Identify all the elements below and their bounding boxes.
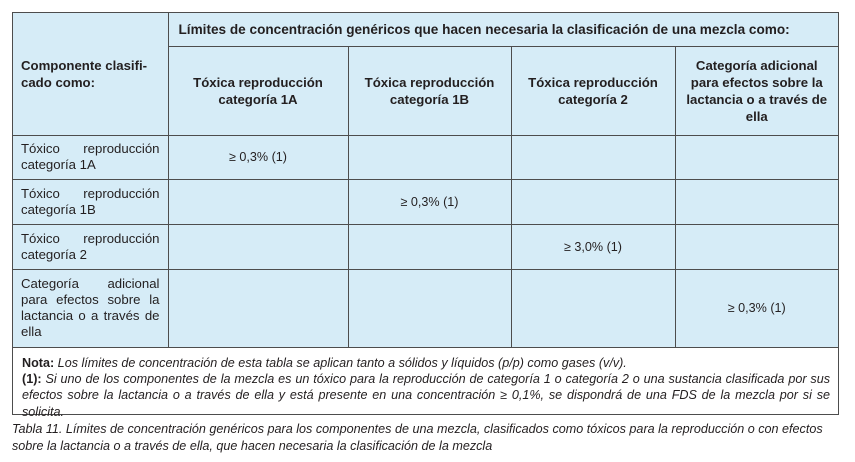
table-row bbox=[13, 269, 838, 347]
row-label: Tóxico reproducción categoría 1B bbox=[13, 179, 168, 224]
row-label: Tóxico reproducción categoría 1A bbox=[13, 135, 168, 179]
column-header-1b bbox=[348, 46, 511, 135]
table-row bbox=[13, 224, 838, 269]
table-cell bbox=[348, 135, 511, 179]
table-frame bbox=[12, 12, 839, 419]
main-header bbox=[168, 13, 838, 46]
component-header bbox=[13, 13, 168, 135]
note-text: Los límites de concentración de esta tabla se aplican tanto a sólidos y líquidos (p/p) como gases (v/v). bbox=[54, 356, 627, 370]
note-line bbox=[22, 355, 830, 371]
column-header-label: Tóxica reproducción categoría 1A bbox=[193, 74, 323, 107]
table-cell bbox=[675, 224, 838, 269]
footnote-text: Si uno de los componentes de la mezcla es un tóxico para la reproducción de categoría 1 o categoría 2 o una sustancia clasificada por sus efectos sobre la lactancia o a través de ella y está presente en una concentración ≥ 0,1%, se dispondrá de una FDS de la mezcla por si se solicita. bbox=[22, 372, 830, 419]
table-cell bbox=[511, 269, 675, 347]
footnote-label: (1): bbox=[22, 372, 42, 387]
table-cell bbox=[675, 135, 838, 179]
concentration-limits-table bbox=[13, 13, 838, 348]
table-caption: Tabla 11. Límites de concentración genéricos para los componentes de una mezcla, clasificados como tóxicos para la reproducción o con efectos sobre la lactancia o a través de ella, que hacen necesaria la clasificación de la mezcla bbox=[12, 422, 823, 453]
row-label: Tóxico reproducción categoría 2 bbox=[13, 224, 168, 269]
table-cell bbox=[168, 224, 348, 269]
note-label: Nota: bbox=[22, 356, 55, 370]
table-notes bbox=[13, 347, 838, 419]
table-cell: ≥ 0,3% (1) bbox=[675, 269, 838, 347]
table-cell bbox=[511, 179, 675, 224]
table-row bbox=[13, 135, 838, 179]
table-cell bbox=[511, 135, 675, 179]
main-header-label: Límites de concentración genéricos que hacen necesaria la clasificación de una mezcla como: bbox=[178, 21, 790, 37]
column-header-label: Categoría adicional para efectos sobre la lactancia o a través de ella bbox=[686, 57, 828, 124]
table-cell: ≥ 0,3% (1) bbox=[168, 135, 348, 179]
column-header-1a bbox=[168, 46, 348, 135]
table-cell: ≥ 3,0% (1) bbox=[511, 224, 675, 269]
table-row bbox=[13, 179, 838, 224]
table-cell bbox=[348, 224, 511, 269]
column-header-2 bbox=[511, 46, 675, 135]
table-cell bbox=[348, 269, 511, 347]
component-header-label: Componente clasifi-cado como: bbox=[21, 57, 148, 90]
table-cell: ≥ 0,3% (1) bbox=[348, 179, 511, 224]
row-label: Categoría adicional para efectos sobre la lactancia o a través de ella bbox=[13, 269, 168, 347]
column-header-label: Tóxica reproducción categoría 2 bbox=[528, 74, 658, 107]
table-cell bbox=[675, 179, 838, 224]
table-cell bbox=[168, 269, 348, 347]
column-header-lactation bbox=[675, 46, 838, 135]
footnote-line bbox=[22, 371, 830, 420]
column-header-label: Tóxica reproducción categoría 1B bbox=[364, 74, 495, 107]
table-cell bbox=[168, 179, 348, 224]
